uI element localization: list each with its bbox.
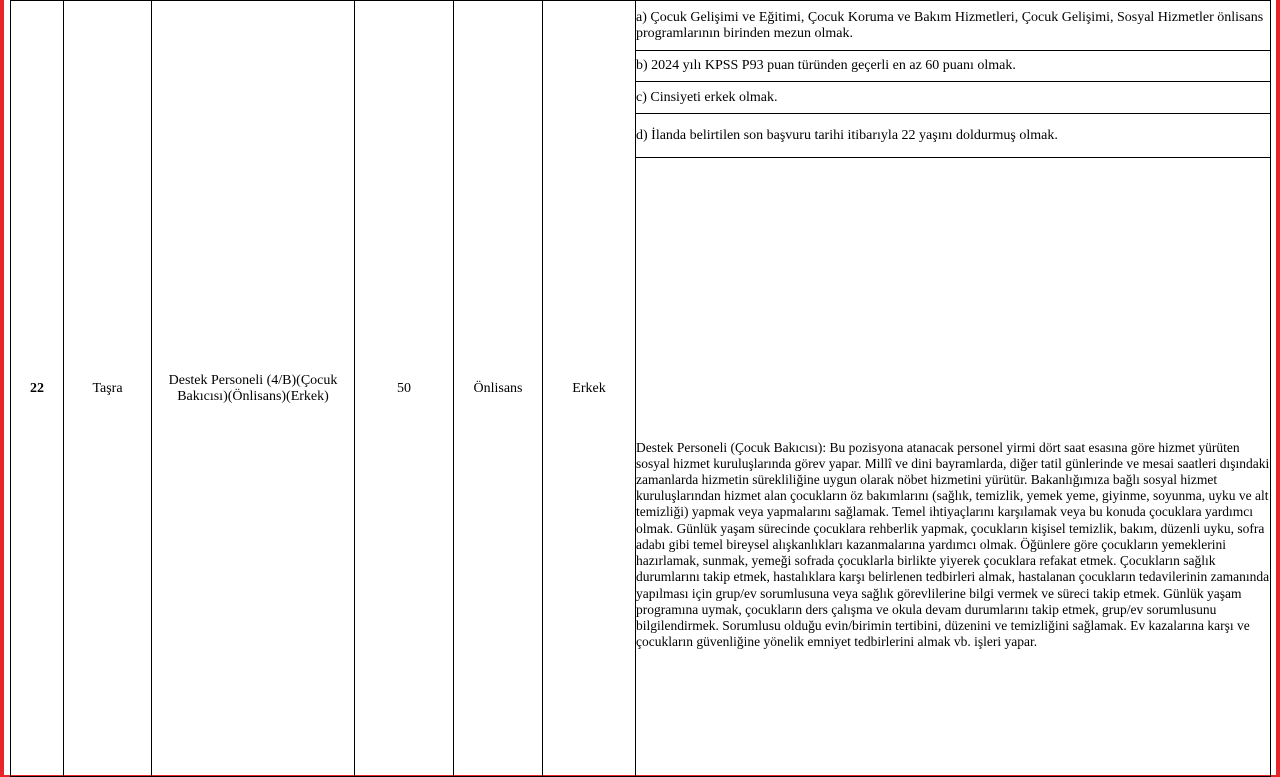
requirement-d: d) İlanda belirtilen son başvuru tarihi itibarıyla 22 yaşını doldurmuş olmak. — [636, 114, 1271, 158]
unit-cell: Taşra — [64, 1, 152, 777]
requirement-c: c) Cinsiyeti erkek olmak. — [636, 82, 1271, 114]
job-posting-table — [10, 0, 1271, 777]
job-description-text: Destek Personeli (Çocuk Bakıcısı): Bu pozisyona atanacak personel yirmi dört saat esasına göre hizmet yürüten sosyal hizmet kuruluşlarında görev yapar. Millî ve dini bayramlarda, diğer tatil günlerinde ve mesai saatleri dışındaki zamanlarda hizmetin sürekliliğine uygun olarak nöbet hizmetini yürütür. Bakanlığımıza bağlı sosyal hizmet kuruluşlarından hizmet alan çocukların öz bakımlarını (sağlık, temizlik, yemek yeme, giyinme, soyunma, uyku ve alt temizliği) yapmak veya yapmalarını sağlamak. Temel ihtiyaçlarını karşılamak veya bu konuda çocuklara yardımcı olmak. Günlük yaşam sürecinde çocuklara rehberlik yapmak, çocukların kişisel temizlik, bakım, düzenli uyku, sofra adabı gibi temel bireysel alışkanlıkları kazanmalarına yardımcı olmak. Öğünlere göre çocukların yemeklerini hazırlamak, sunmak, yemeği sofrada çocuklarla birlikte yiyerek çocuklara refakat etmek. Çocukların sağlık durumlarını takip etmek, hastalıklara karşı belirlenen tedbirleri almak, hastalanan çocukların tedavilerinin zamanında yapılması için grup/ev sorumlusuna veya sağlık görevlilerine bilgi vermek ve süreci takip etmek. Günlük yaşam programına uymak, çocukların ders çalışma ve okula devam durumlarını takip etmek, grup/ev sorumlusunu bilgilendirmek. Sorumlusu olduğu evin/birimin tertibini, düzenini ve temizliğini sağlamak. Ev kazalarına karşı ve çocukların güvenliğine yönelik emniyet tedbirlerini almak vb. işleri yapar. — [636, 439, 1270, 650]
row-number: 22 — [11, 1, 64, 777]
gender-cell: Erkek — [543, 1, 636, 777]
quota-cell: 50 — [355, 1, 454, 777]
position-title-cell: Destek Personeli (4/B)(Çocuk Bakıcısı)(Önlisans)(Erkek) — [152, 1, 355, 777]
requirement-a: a) Çocuk Gelişimi ve Eğitimi, Çocuk Koruma ve Bakım Hizmetleri, Çocuk Gelişimi, Sosyal Hizmetler önlisans programlarının birinden mezun olmak. — [636, 1, 1271, 51]
job-description-cell — [636, 158, 1271, 777]
table-row — [11, 1, 1271, 51]
education-cell: Önlisans — [454, 1, 543, 777]
requirement-b: b) 2024 yılı KPSS P93 puan türünden geçerli en az 60 puanı olmak. — [636, 51, 1271, 82]
